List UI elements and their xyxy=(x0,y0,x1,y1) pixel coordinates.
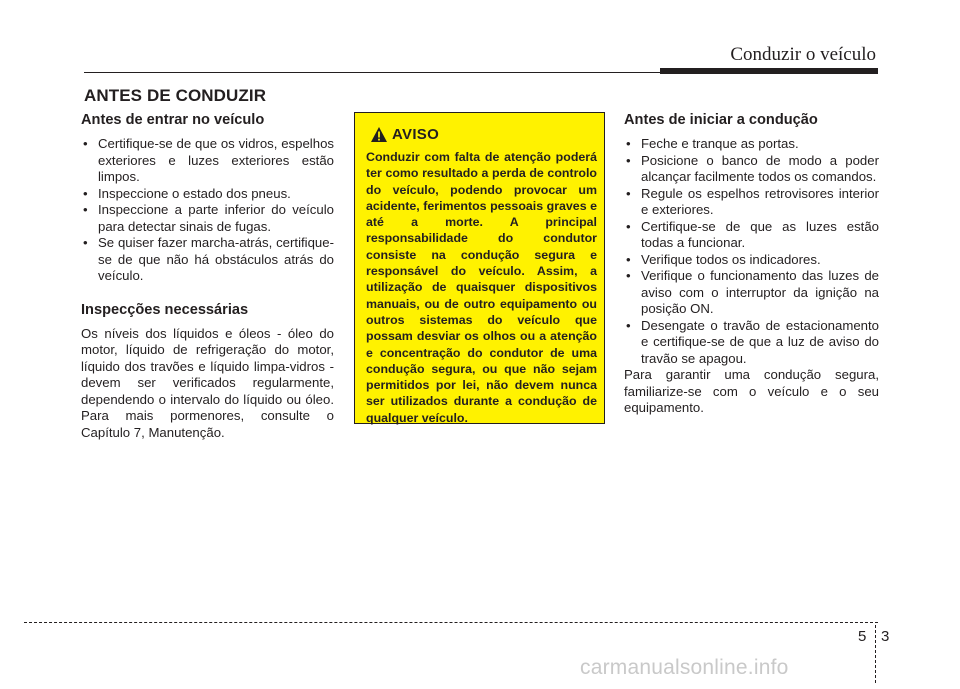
heading-before-driving: Antes de iniciar a condução xyxy=(624,112,818,128)
checklist-before-entering xyxy=(81,136,334,285)
list-item: • Se quiser fazer marcha-atrás, certifique-se de que não há obstáculos atrás do veículo. xyxy=(81,235,334,285)
list-item: • Verifique todos os indicadores. xyxy=(624,252,879,269)
warning-triangle-icon xyxy=(370,126,388,143)
heading-required-inspections: Inspecções necessárias xyxy=(81,301,249,318)
list-item: • Inspeccione a parte inferior do veículo para detectar sinais de fugas. xyxy=(81,202,334,235)
safe-driving-paragraph: Para garantir uma condução segura, familiarize-se com o veículo e o seu equipamento. xyxy=(624,367,879,415)
chapter-title: Conduzir o veículo xyxy=(730,44,876,65)
warning-box xyxy=(354,112,605,424)
section-title: ANTES DE CONDUZIR xyxy=(84,86,267,105)
list-item: • Certifique-se de que as luzes estão todas a funcionar. xyxy=(624,219,879,252)
list-item: • Regule os espelhos retrovisores interior e exteriores. xyxy=(624,186,879,219)
header-rule xyxy=(84,72,660,73)
list-item: • Posicione o banco de modo a poder alcançar facilmente todos os comandos. xyxy=(624,153,879,186)
header-rule-thick xyxy=(660,68,878,74)
warning-header xyxy=(370,123,597,145)
inspections-paragraph: Os níveis dos líquidos e óleos - óleo do motor, líquido de refrigeração do motor, líquido dos travões e líquido limpa-vidros - devem ser verificados regularmente, dependendo o intervalo do líquido ou óleo. Para mais pormenores, consulte o Capítulo 7, Manutenção. xyxy=(81,325,334,440)
checklist-before-driving xyxy=(624,136,879,367)
heading-before-entering: Antes de entrar no veículo xyxy=(81,112,265,128)
watermark: carmanualsonline.info xyxy=(580,656,789,679)
chapter-number: 5 xyxy=(858,628,867,645)
warning-title: AVISO xyxy=(392,125,440,143)
warning-text: Conduzir com falta de atenção poderá ter como resultado a perda de controlo do veículo, podendo provocar um acidente, ferimentos pessoais graves e até a morte. A principal responsabilidade do condutor consiste na condução segura e responsável do veículo. Assim, a utilização de quaisquer dispositivos manuais, ou de outro equipamento ou outros sistemas do veículo que possam desviar os olhos ou a atenção e concentração do condutor de uma condução segura, ou que não sejam permitidos por lei, não devem nunca ser utilizados durante a condução de qualquer veículo. xyxy=(366,150,597,425)
list-item: • Certifique-se de que os vidros, espelhos exteriores e luzes exteriores estão limpos. xyxy=(81,136,334,186)
right-column xyxy=(624,111,879,417)
footer-rule xyxy=(24,622,878,623)
list-item: • Desengate o travão de estacionamento e certifique-se de que a luz de aviso do travão se apagou. xyxy=(624,318,879,368)
list-item: • Inspeccione o estado dos pneus. xyxy=(81,186,334,203)
list-item: • Feche e tranque as portas. xyxy=(624,136,879,153)
left-column xyxy=(81,111,334,441)
page-number: 3 xyxy=(881,628,890,645)
list-item: • Verifique o funcionamento das luzes de aviso com o interruptor da ignição na posição ON. xyxy=(624,268,879,318)
page-number-separator xyxy=(875,625,876,683)
